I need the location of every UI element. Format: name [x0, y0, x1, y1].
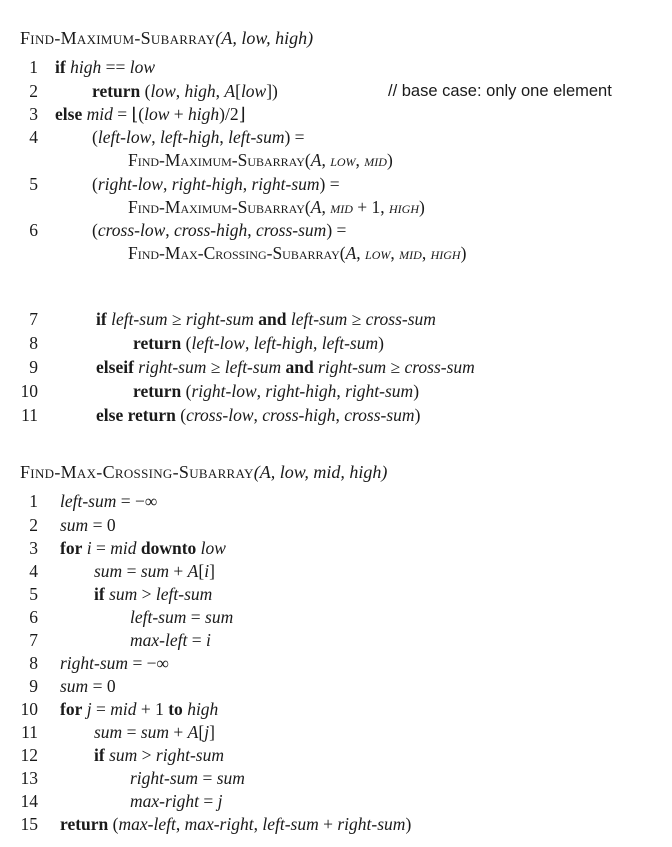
proc2-code-line: left-sum = −∞ — [60, 491, 158, 511]
proc1-code-line: elseif right-sum ≥ left-sum and right-sum ≥ cross-sum — [96, 357, 475, 377]
proc1-line-number: 11 — [21, 405, 38, 425]
proc2-line-number: 1 — [29, 491, 38, 511]
proc2-line-number: 10 — [20, 699, 38, 719]
proc2-code-line: sum = sum + A[j] — [94, 722, 215, 742]
proc2-line-number: 12 — [20, 745, 38, 765]
proc2-line-number: 11 — [21, 722, 38, 742]
proc1-line-number: 10 — [20, 381, 38, 401]
proc1-name: Find-Maximum-Subarray — [20, 28, 216, 48]
proc1-code-line: if left-sum ≥ right-sum and left-sum ≥ cross-sum — [96, 309, 436, 329]
proc2-line-number: 3 — [29, 538, 38, 558]
proc2-code-line: sum = 0 — [60, 676, 116, 696]
proc2-code-line: for j = mid + 1 to high — [60, 699, 219, 719]
proc2-line-number: 7 — [29, 630, 38, 650]
proc2-code-line: sum = 0 — [60, 515, 116, 535]
proc2-code-line: right-sum = sum — [130, 768, 245, 788]
proc2-line-number: 14 — [20, 791, 38, 811]
proc2-code-line: right-sum = −∞ — [60, 653, 170, 673]
proc2-params: (A, low, mid, high) — [253, 462, 388, 482]
proc1-line-number: 8 — [29, 333, 38, 353]
proc1-line-number: 1 — [29, 57, 38, 77]
proc1-code-line: return (right-low, right-high, right-sum) — [133, 381, 420, 401]
proc1-line-number: 6 — [29, 220, 38, 240]
proc1-line-number: 7 — [29, 309, 38, 329]
proc1-title — [20, 28, 313, 49]
proc1-code-line: (cross-low, cross-high, cross-sum) = — [92, 220, 347, 240]
proc2-code-line: if sum > left-sum — [94, 584, 213, 604]
proc2-code-line: max-right = j — [130, 791, 223, 811]
proc1-code-line: return (left-low, left-high, left-sum) — [133, 333, 384, 353]
proc1-code-line: if high == low — [55, 57, 155, 77]
proc2-line-number: 15 — [20, 814, 38, 834]
proc2-line-number: 8 — [29, 653, 38, 673]
proc2-title — [20, 462, 387, 483]
proc2-line-number: 13 — [20, 768, 38, 788]
proc1-code-line: Find-Maximum-Subarray(A, mid + 1, high) — [128, 197, 425, 217]
proc2-line-number: 5 — [29, 584, 38, 604]
proc1-line-number: 2 — [29, 81, 38, 101]
proc1-code-line: return (low, high, A[low]) — [92, 81, 278, 101]
proc2-code-line: left-sum = sum — [130, 607, 234, 627]
proc2-line-number: 2 — [29, 515, 38, 535]
proc1-code-line: Find-Max-Crossing-Subarray(A, low, mid, high) — [128, 243, 467, 263]
proc1-params: (A, low, high) — [215, 28, 314, 48]
proc1-line-number: 4 — [29, 127, 38, 147]
proc2-code-line: return (max-left, max-right, left-sum + right-sum) — [60, 814, 412, 834]
proc1-line-number: 9 — [29, 357, 38, 377]
proc2-line-number: 9 — [29, 676, 38, 696]
proc2-code-line: if sum > right-sum — [94, 745, 224, 765]
proc1-code-line: else mid = ⌊(low + high)/2⌋ — [55, 104, 246, 124]
proc2-code-line: sum = sum + A[i] — [94, 561, 215, 581]
proc2-name: Find-Max-Crossing-Subarray — [20, 462, 254, 482]
proc1-code-line: (right-low, right-high, right-sum) = — [92, 174, 340, 194]
proc2-line-number: 6 — [29, 607, 38, 627]
proc1-line-number: 3 — [29, 104, 38, 124]
proc2-code-line: max-left = i — [130, 630, 211, 650]
proc1-code-line: (left-low, left-high, left-sum) = — [92, 127, 305, 147]
proc1-code-line: Find-Maximum-Subarray(A, low, mid) — [128, 150, 393, 170]
proc1-line-number: 5 — [29, 174, 38, 194]
proc1-code-line: else return (cross-low, cross-high, cross-sum) — [96, 405, 421, 425]
proc2-line-number: 4 — [29, 561, 38, 581]
proc2-code-line: for i = mid downto low — [60, 538, 226, 558]
proc1-comment: // base case: only one element — [388, 82, 612, 100]
